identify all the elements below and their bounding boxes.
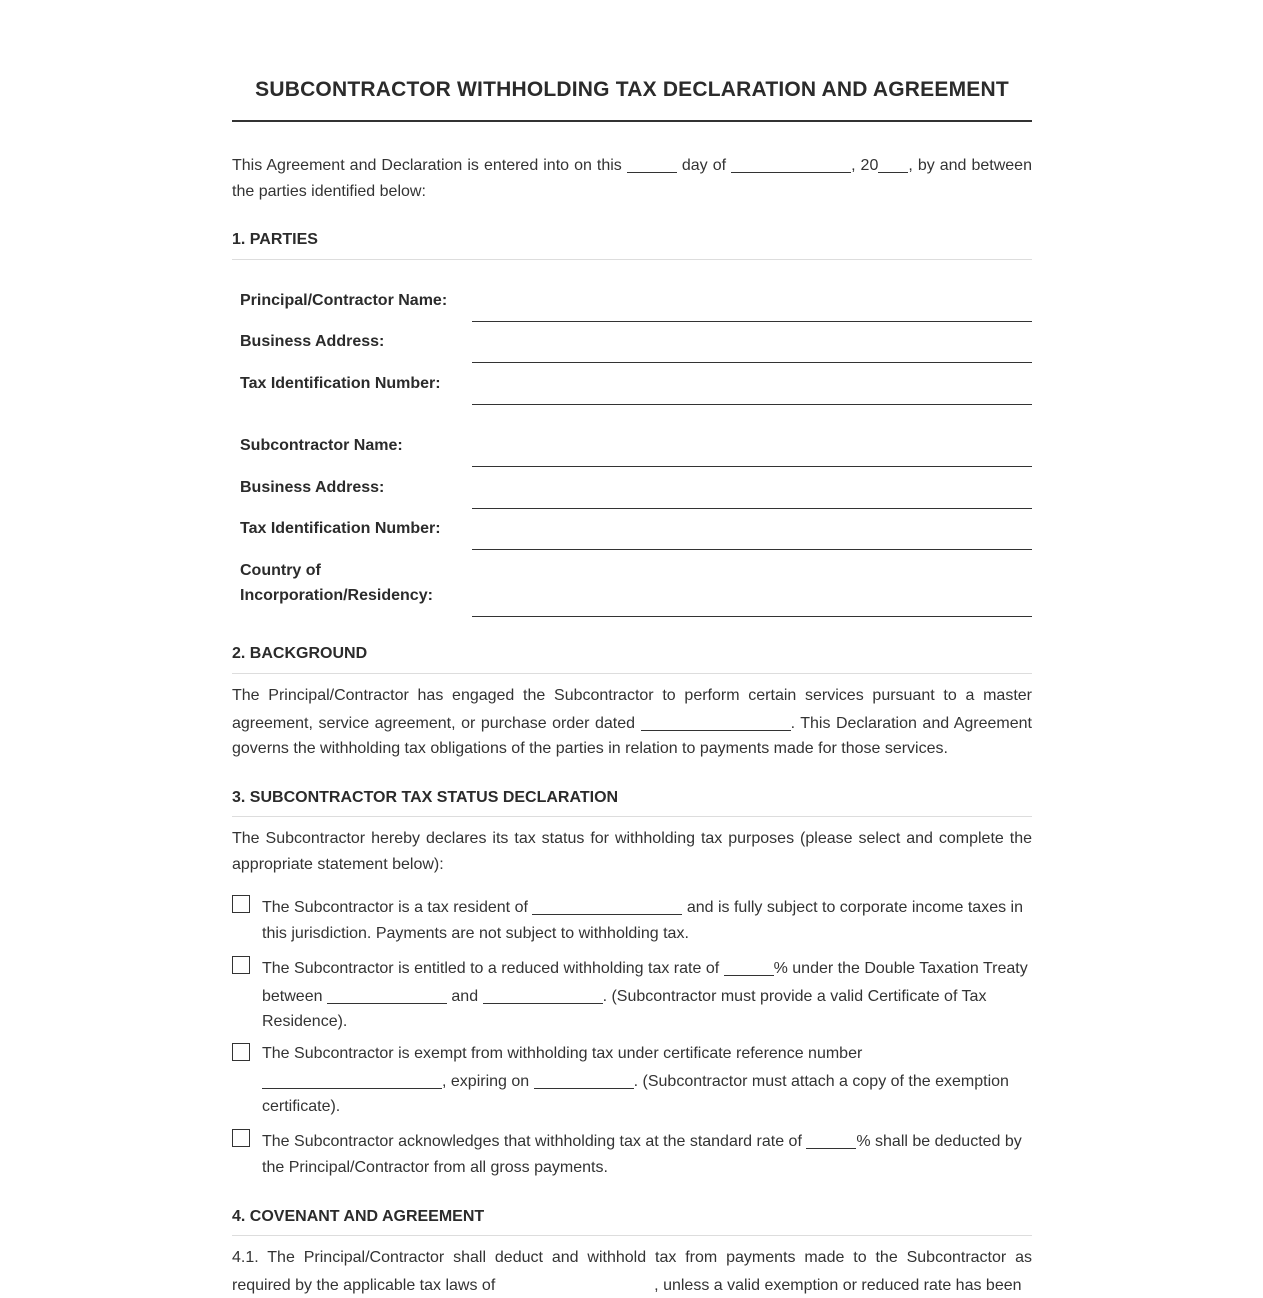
standard-checkbox[interactable] [232, 1129, 250, 1147]
resident-text-2: and is fully subject to corporate income taxes in this jurisdiction. Payments are not subject to withholding tax. [262, 899, 1023, 942]
section-divider-parties [232, 259, 1032, 260]
document-title: SUBCONTRACTOR WITHHOLDING TAX DECLARATION AND AGREEMENT [255, 78, 1009, 101]
subcontractor-country-label [240, 558, 470, 608]
resident-text-1: The Subcontractor is a tax resident of [262, 899, 528, 916]
agreement-day-blank[interactable] [627, 154, 677, 173]
principal-name-label: Principal/Contractor Name: [240, 292, 448, 309]
intro-text-4: , by and between the parties identified below: [232, 157, 1032, 200]
resident-option-text [262, 893, 1032, 946]
principal-address-field[interactable] [472, 362, 1032, 363]
treaty-country2-blank[interactable] [483, 985, 603, 1004]
clause-4-1-text-2: , unless a valid exemption or reduced rate has been [654, 1276, 1022, 1294]
treaty-country1-blank[interactable] [327, 985, 447, 1004]
treaty-text-1: The Subcontractor is entitled to a reduced withholding tax rate of [262, 960, 720, 977]
treaty-text-2: % under the Double Taxation Treaty between [262, 960, 1028, 1005]
standard-rate-blank[interactable] [806, 1130, 856, 1149]
subcontractor-tin-field[interactable] [472, 549, 1032, 550]
exempt-text-3: . (Subcontractor must attach a copy of the exemption certificate). [262, 1072, 1009, 1115]
agreement-date-blank[interactable] [641, 712, 791, 731]
tax-jurisdiction-blank[interactable] [500, 1274, 650, 1293]
section-heading-tax-status: 3. SUBCONTRACTOR TAX STATUS DECLARATION [232, 789, 619, 806]
exempt-certificate-blank[interactable] [262, 1070, 442, 1089]
treaty-text-4: . (Subcontractor must provide a valid Certificate of Tax Residence). [262, 987, 987, 1030]
background-paragraph [232, 683, 1032, 762]
standard-text-1: The Subcontractor acknowledges that withholding tax at the standard rate of [262, 1133, 802, 1150]
treaty-rate-blank[interactable] [724, 957, 774, 976]
background-text-1: The Principal/Contractor has engaged the Subcontractor to perform certain services pursuant to a master agreement, service agreement, or purchase order dated [232, 687, 1032, 732]
intro-text-3: , 20 [851, 157, 879, 174]
exempt-checkbox[interactable] [232, 1043, 250, 1061]
subcontractor-country-field[interactable] [472, 616, 1032, 617]
subcontractor-name-field[interactable] [472, 466, 1032, 467]
subcontractor-address-label: Business Address: [240, 479, 385, 496]
agreement-month-blank[interactable] [731, 154, 851, 173]
agreement-year-blank[interactable] [878, 154, 908, 173]
country-label-line2: Incorporation/Residency: [240, 587, 433, 604]
country-label-line1: Country of [240, 562, 321, 579]
subcontractor-name-label: Subcontractor Name: [240, 437, 403, 454]
clause-4-1-text-1: 4.1. The Principal/Contractor shall deduct and withhold tax from payments made to the Subcontractor as required by the applicable tax laws of [232, 1249, 1032, 1294]
section-divider-tax-status [232, 816, 1032, 817]
tax-status-intro: The Subcontractor hereby declares its tax status for withholding tax purposes (please select and complete the appropriate statement below): [232, 830, 1032, 873]
intro-text-2: day of [681, 157, 727, 174]
resident-country-blank[interactable] [532, 896, 682, 915]
subcontractor-address-field[interactable] [472, 508, 1032, 509]
principal-tin-field[interactable] [472, 404, 1032, 405]
intro-text-1: This Agreement and Declaration is entered into on this [232, 157, 622, 174]
subcontractor-tin-label: Tax Identification Number: [240, 520, 441, 537]
exempt-text-2: , expiring on [442, 1072, 530, 1090]
treaty-text-3: and [451, 987, 479, 1005]
standard-text-2: % shall be deducted by the Principal/Contractor from all gross payments. [262, 1133, 1022, 1176]
principal-tin-label: Tax Identification Number: [240, 375, 441, 392]
treaty-checkbox[interactable] [232, 956, 250, 974]
title-divider [232, 120, 1032, 122]
exempt-expiry-blank[interactable] [534, 1070, 634, 1089]
principal-name-field[interactable] [472, 321, 1032, 322]
standard-option-text [262, 1127, 1032, 1180]
section-heading-covenant: 4. COVENANT AND AGREEMENT [232, 1208, 485, 1225]
section-divider-background [232, 673, 1032, 674]
background-text-2: . This Declaration and Agreement governs the withholding tax obligations of the parties in relation to payments made for those services. [232, 714, 1033, 757]
treaty-option-text [262, 954, 1032, 1035]
principal-address-label: Business Address: [240, 333, 385, 350]
clause-4-1 [232, 1245, 1032, 1298]
section-divider-covenant [232, 1235, 1032, 1236]
exempt-option-text [262, 1041, 1032, 1120]
section-heading-parties: 1. PARTIES [232, 231, 318, 248]
exempt-text-1: The Subcontractor is exempt from withholding tax under certificate reference number [262, 1045, 863, 1062]
intro-paragraph [232, 151, 1032, 204]
section-heading-background: 2. BACKGROUND [232, 645, 368, 662]
resident-checkbox[interactable] [232, 895, 250, 913]
